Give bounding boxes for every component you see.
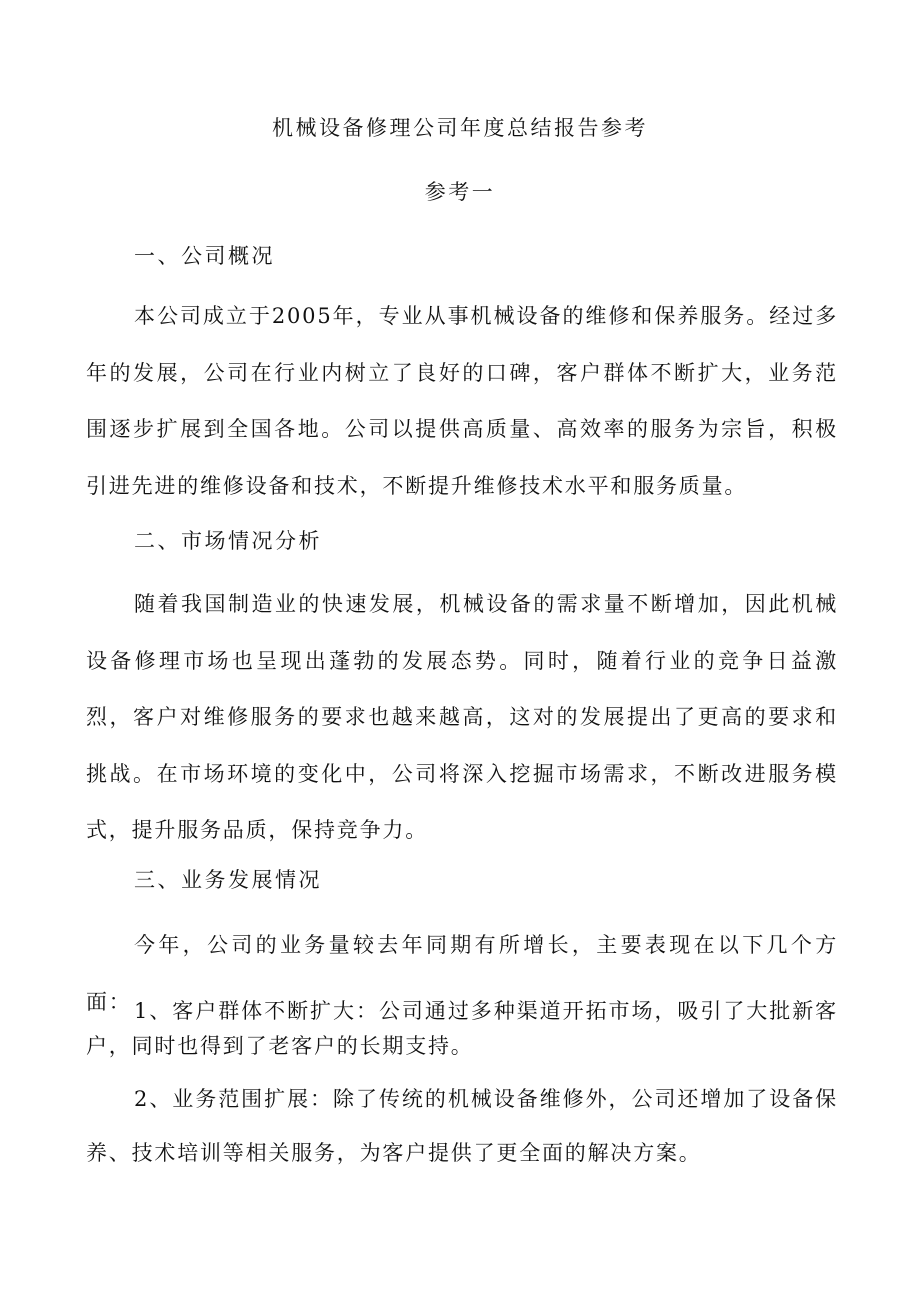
section-heading-market-analysis: 二、市场情况分析 [134,529,322,553]
document-subtitle: 参考一 [424,180,496,204]
paragraph-business-item-2: 2、业务范围扩展：除了传统的机械设备维修外，公司还增加了设备保养、技术培训等相关服务，为客户提供了更全面的解决方案。 [86,1087,838,1165]
paragraph-company-overview: 本公司成立于2005年，专业从事机械设备的维修和保养服务。经过多年的发展，公司在行业内树立了良好的口碑，客户群体不断扩大，业务范围逐步扩展到全国各地。公司以提供高质量、高效率的服务为宗旨，积极引进先进的维修设备和技术，不断提升维修技术水平和服务质量。 [86,304,838,498]
paragraph-business-item-1: 1、客户群体不断扩大：公司通过多种渠道开拓市场，吸引了大批新客户，同时也得到了老客户的长期支持。 [86,999,838,1058]
section-heading-business-development: 三、业务发展情况 [134,868,322,892]
document-title: 机械设备修理公司年度总结报告参考 [272,116,648,140]
section-heading-company-overview: 一、公司概况 [134,244,275,268]
paragraph-business-intro: 今年，公司的业务量较去年同期有所增长，主要表现在以下几个方面： [86,933,838,1014]
paragraph-market-analysis: 随着我国制造业的快速发展，机械设备的需求量不断增加，因此机械设备修理市场也呈现出蓬勃的发展态势。同时，随着行业的竞争日益激烈，客户对维修服务的要求也越来越高，这对的发展提出了更高的要求和挑战。在市场环境的变化中，公司将深入挖掘市场需求，不断改进服务模式，提升服务品质，保持竞争力。 [86,592,838,842]
